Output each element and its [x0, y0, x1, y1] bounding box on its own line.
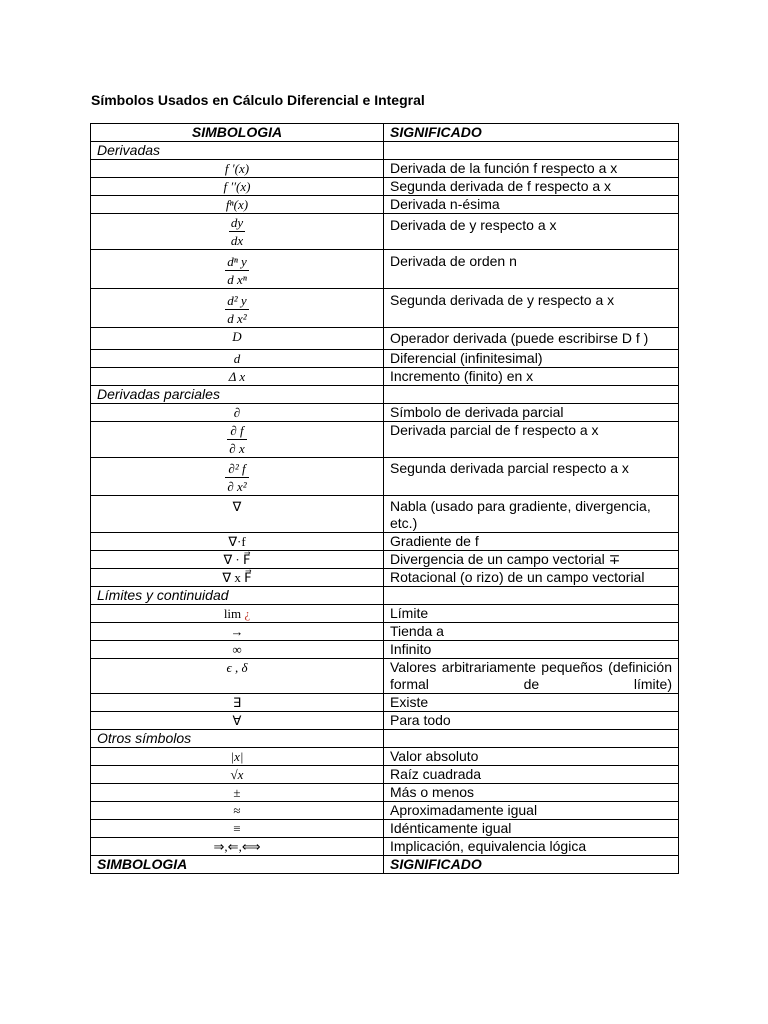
symbol-cell: ±: [91, 784, 384, 802]
symbol-cell: √x: [91, 766, 384, 784]
symbol-cell: ∂: [91, 404, 384, 422]
section-row: [91, 587, 679, 605]
empty-cell: [384, 386, 679, 404]
meaning-cell: Más o menos: [384, 784, 679, 802]
symbol-cell: f ′′(x): [91, 178, 384, 196]
table-row: [91, 659, 679, 694]
symbol-cell: |x|: [91, 748, 384, 766]
denominator: ∂ x: [229, 441, 245, 456]
table-row: [91, 496, 679, 533]
denominator: d x²: [227, 311, 247, 326]
fraction: [225, 460, 248, 495]
table-row: [91, 569, 679, 587]
meaning-cell: Aproximadamente igual: [384, 802, 679, 820]
numerator: dⁿ y: [227, 254, 247, 269]
section-row: [91, 386, 679, 404]
section-otros: Otros símbolos: [91, 730, 384, 748]
symbol-cell: [91, 422, 384, 458]
meaning-cell: Derivada de y respecto a x: [384, 214, 679, 250]
table-row: [91, 178, 679, 196]
meaning-cell: Diferencial (infinitesimal): [384, 350, 679, 368]
section-derivadas: Derivadas: [91, 142, 384, 160]
header-meaning: SIGNIFICADO: [384, 124, 679, 142]
meaning-cell: Derivada de orden n: [384, 250, 679, 289]
symbol-cell: ϵ , δ: [91, 659, 384, 694]
limit-mark: ¿: [244, 606, 251, 621]
table-row: [91, 820, 679, 838]
empty-cell: [384, 142, 679, 160]
table-row: [91, 623, 679, 641]
numerator: dy: [230, 215, 244, 230]
symbol-cell: [91, 250, 384, 289]
symbol-cell: ≡: [91, 820, 384, 838]
footer-meaning: SIGNIFICADO: [384, 856, 679, 874]
meaning-cell: Símbolo de derivada parcial: [384, 404, 679, 422]
symbol-cell: ∇: [91, 496, 384, 533]
meaning-cell: Implicación, equivalencia lógica: [384, 838, 679, 856]
table-row: [91, 404, 679, 422]
meaning-cell: Para todo: [384, 712, 679, 730]
table-row: [91, 551, 679, 569]
table-row: [91, 838, 679, 856]
table-row: [91, 422, 679, 458]
meaning-cell: Valor absoluto: [384, 748, 679, 766]
numerator: ∂² f: [225, 460, 248, 478]
page-title: Símbolos Usados en Cálculo Diferencial e Integral: [91, 92, 425, 108]
symbol-cell: ∇·f: [91, 533, 384, 551]
fraction: [227, 422, 246, 457]
table-row: [91, 328, 679, 350]
meaning-cell: Raíz cuadrada: [384, 766, 679, 784]
symbol-cell: ∀: [91, 712, 384, 730]
table-row: [91, 766, 679, 784]
footer-symbol: SIMBOLOGIA: [91, 856, 384, 874]
symbol-cell: ⇒,⇐,⟺: [91, 838, 384, 856]
meaning-cell: Tienda a: [384, 623, 679, 641]
table-row: [91, 694, 679, 712]
meaning-cell: Segunda derivada de y respecto a x: [384, 289, 679, 328]
fraction: [229, 214, 245, 249]
symbol-cell: ∞: [91, 641, 384, 659]
symbol-cell: [91, 458, 384, 496]
symbol-cell: [91, 605, 384, 623]
meaning-cell: Operador derivada (puede escribirse D f ): [384, 328, 679, 350]
meaning-cell: Derivada parcial de f respecto a x: [384, 422, 679, 458]
section-row: [91, 730, 679, 748]
table-row: [91, 350, 679, 368]
symbol-cell: →: [91, 623, 384, 641]
numerator: ∂ f: [227, 422, 246, 440]
section-limites: Límites y continuidad: [91, 587, 384, 605]
fraction: [225, 253, 249, 288]
meaning-cell: Nabla (usado para gradiente, divergencia, etc.): [384, 496, 679, 533]
table-row: [91, 641, 679, 659]
meaning-cell: Idénticamente igual: [384, 820, 679, 838]
meaning-cell: Derivada n-ésima: [384, 196, 679, 214]
meaning-cell: Infinito: [384, 641, 679, 659]
limit-symbol: lim: [223, 606, 242, 621]
table-row: [91, 250, 679, 289]
meaning-cell: Gradiente de f: [384, 533, 679, 551]
symbol-cell: d: [91, 350, 384, 368]
symbol-cell: f ′(x): [91, 160, 384, 178]
symbols-table: [90, 123, 679, 874]
table-row: [91, 784, 679, 802]
denominator: dx: [230, 233, 244, 248]
denominator: d xⁿ: [227, 272, 247, 287]
table-row: [91, 712, 679, 730]
symbol-cell: ∇ x F⃗: [91, 569, 384, 587]
table-row: [91, 289, 679, 328]
meaning-cell: Derivada de la función f respecto a x: [384, 160, 679, 178]
meaning-cell: Rotacional (o rizo) de un campo vectorial: [384, 569, 679, 587]
table-row: [91, 802, 679, 820]
meaning-cell: Segunda derivada parcial respecto a x: [384, 458, 679, 496]
symbol-cell: [91, 214, 384, 250]
empty-cell: [384, 587, 679, 605]
table-row: [91, 368, 679, 386]
symbol-cell: ∇ · F⃗: [91, 551, 384, 569]
table-row: [91, 214, 679, 250]
symbol-cell: ∃: [91, 694, 384, 712]
meaning-cell: Límite: [384, 605, 679, 623]
empty-cell: [384, 730, 679, 748]
meaning-cell: Segunda derivada de f respecto a x: [384, 178, 679, 196]
meaning-cell: Existe: [384, 694, 679, 712]
meaning-cell: Valores arbitrariamente pequeños (definición formal de límite): [384, 659, 679, 694]
symbol-cell: Δ x: [91, 368, 384, 386]
meaning-cell: Incremento (finito) en x: [384, 368, 679, 386]
table-row: [91, 160, 679, 178]
symbol-cell: fⁿ(x): [91, 196, 384, 214]
header-symbol: SIMBOLOGIA: [91, 124, 384, 142]
table-row: [91, 605, 679, 623]
table-row: [91, 533, 679, 551]
table-row: [91, 748, 679, 766]
denominator: ∂ x²: [227, 479, 247, 494]
numerator: d² y: [227, 293, 247, 308]
fraction: [225, 292, 248, 327]
symbol-cell: ≈: [91, 802, 384, 820]
meaning-cell: Divergencia de un campo vectorial ∓: [384, 551, 679, 569]
table-row: [91, 196, 679, 214]
symbol-cell: D: [91, 328, 384, 350]
table-header-row: [91, 124, 679, 142]
table-row: [91, 458, 679, 496]
table-footer-row: [91, 856, 679, 874]
section-parciales: Derivadas parciales: [91, 386, 384, 404]
symbol-cell: [91, 289, 384, 328]
section-row: [91, 142, 679, 160]
